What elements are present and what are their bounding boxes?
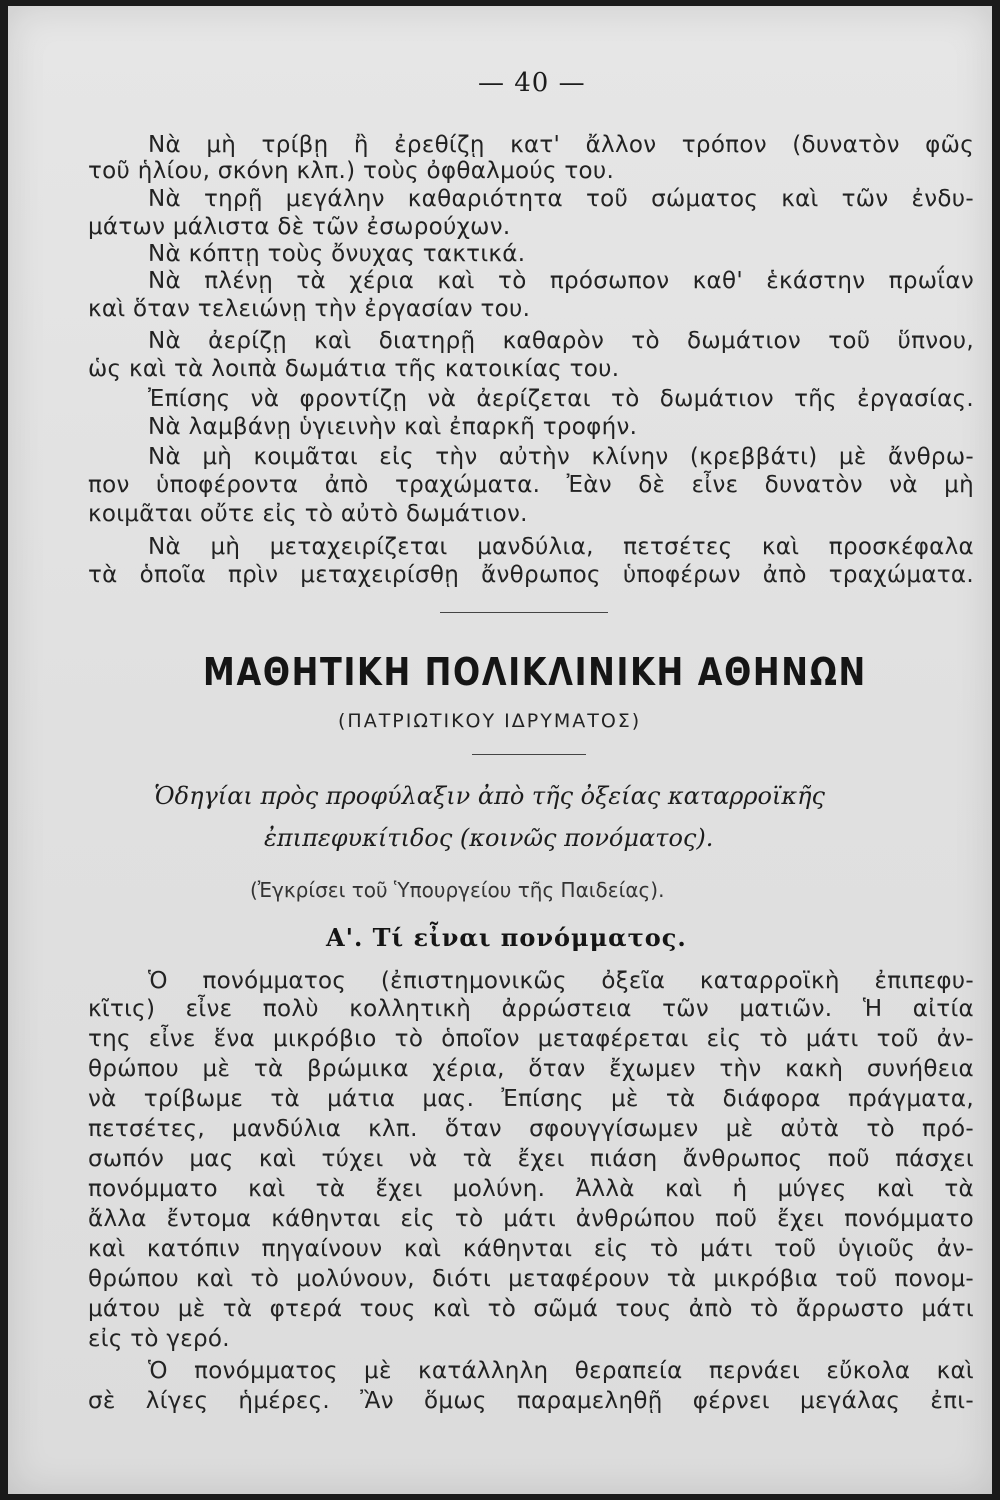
text-line: τὰ ὁποῖα πρὶν μεταχειρίσθῃ ἄνθρωπος ὑποφέρων ἀπὸ τραχώματα.: [88, 562, 974, 588]
text-line: ἄλλα ἔντομα κάθηνται εἰς τὸ μάτι ἀνθρώπου ποῦ ἔχει πονόμματο: [88, 1206, 974, 1232]
text-line: Νὰ μὴ μεταχειρίζεται μανδύλια, πετσέτες καὶ προσκέφαλα: [148, 534, 974, 560]
approval-note: (Ἐγκρίσει τοῦ Ὑπουργείου τῆς Παιδείας).: [250, 878, 665, 902]
text-line: Νὰ ἀερίζῃ καὶ διατηρῇ καθαρὸν τὸ δωμάτιον τοῦ ὕπνου,: [148, 328, 974, 354]
text-line: σὲ λίγες ἡμέρες. Ἂν ὅμως παραμεληθῇ φέρνει μεγάλας ἐπι-: [88, 1388, 974, 1414]
text-line: της εἶνε ἕνα μικρόβιο τὸ ὁποῖον μεταφέρεται εἰς τὸ μάτι τοῦ ἀν-: [88, 1026, 974, 1052]
text-line: εἰς τὸ γερό.: [88, 1326, 230, 1352]
text-line: μάτων μάλιστα δὲ τῶν ἐσωρούχων.: [88, 214, 511, 240]
clinic-subtitle: (ΠΑΤΡΙΩΤΙΚΟΥ ΙΔΡΥΜΑΤΟΣ): [338, 710, 642, 732]
text-line: κῖτις) εἶνε πολὺ κολλητικὴ ἀρρώστεια τῶν ματιῶν. Ἡ αἰτία: [88, 996, 974, 1022]
page-number: — 40 —: [478, 68, 586, 98]
clinic-title: ΜΑΘΗΤΙΚΗ ΠΟΛΙΚΛΙΝΙΚΗ ΑΘΗΝΩΝ: [203, 650, 867, 694]
document-page: [8, 6, 992, 1494]
text-line: καὶ ὅταν τελειώνῃ τὴν ἐργασίαν του.: [88, 296, 531, 322]
text-line: Νὰ μὴ τρίβῃ ἢ ἐρεθίζῃ κατ' ἄλλον τρόπον (δυνατὸν φῶς: [148, 132, 974, 158]
text-line: Νὰ πλένῃ τὰ χέρια καὶ τὸ πρόσωπον καθ' ἑκάστην πρωΐαν: [148, 268, 974, 294]
text-line: Ἐπίσης νὰ φροντίζῃ νὰ ἀερίζεται τὸ δωμάτιον τῆς ἐργασίας.: [148, 386, 974, 412]
section-divider: [440, 612, 608, 613]
text-line: Ὁ πονόμματος μὲ κατάλληλη θεραπεία περνάει εὔκολα καὶ: [148, 1358, 974, 1384]
text-line: νὰ τρίβωμε τὰ μάτια μας. Ἐπίσης μὲ τὰ διάφορα πράγματα,: [88, 1086, 974, 1112]
text-line: τοῦ ἡλίου, σκόνη κλπ.) τοὺς ὀφθαλμούς του.: [88, 158, 615, 184]
text-line: πον ὑποφέροντα ἀπὸ τραχώματα. Ἐὰν δὲ εἶνε δυνατὸν νὰ μὴ: [88, 472, 974, 498]
section-a-title: Α'. Τί εἶναι πονόμματος.: [326, 923, 687, 952]
text-line: θρώπου μὲ τὰ βρώμικα χέρια, ὅταν ἔχωμεν τὴν κακὴ συνήθεια: [88, 1056, 974, 1082]
text-line: Νὰ τηρῇ μεγάλην καθαριότητα τοῦ σώματος καὶ τῶν ἐνδυ-: [148, 186, 974, 212]
text-line: Ὁ πονόμματος (ἐπιστημονικῶς ὀξεῖα καταρροϊκὴ ἐπιπεφυ-: [148, 968, 974, 994]
text-line: πετσέτες, μανδύλια κλπ. ὅταν σφουγγίσωμεν μὲ αὐτὰ τὸ πρό-: [88, 1116, 974, 1142]
text-line: Νὰ μὴ κοιμᾶται εἰς τὴν αὐτὴν κλίνην (κρεββάτι) μὲ ἄνθρω-: [148, 444, 974, 470]
instructions-title-line-1: Ὁδηγίαι πρὸς προφύλαξιν ἀπὸ τῆς ὀξείας καταρροϊκῆς: [154, 782, 825, 810]
heading-divider: [472, 754, 586, 755]
instructions-title-line-2: ἐπιπεφυκίτιδος (κοινῶς πονόματος).: [264, 824, 714, 852]
text-line: καὶ κατόπιν πηγαίνουν καὶ κάθηνται εἰς τὸ μάτι τοῦ ὑγιοῦς ἀν-: [88, 1236, 974, 1262]
text-line: μάτου μὲ τὰ φτερά τους καὶ τὸ σῶμά τους ἀπὸ τὸ ἄρρωστο μάτι: [88, 1296, 974, 1322]
text-line: πονόμματο καὶ τὰ ἔχει μολύνη. Ἀλλὰ καὶ ἡ μύγες καὶ τὰ: [88, 1176, 974, 1202]
text-line: ὡς καὶ τὰ λοιπὰ δωμάτια τῆς κατοικίας του.: [88, 356, 620, 382]
text-line: Νὰ λαμβάνῃ ὑγιεινὴν καὶ ἐπαρκῆ τροφήν.: [148, 414, 638, 440]
text-line: κοιμᾶται οὔτε εἰς τὸ αὐτὸ δωμάτιον.: [88, 501, 528, 527]
text-line: θρώπου καὶ τὸ μολύνουν, διότι μεταφέρουν τὰ μικρόβια τοῦ πονομ-: [88, 1266, 974, 1292]
text-line: Νὰ κόπτῃ τοὺς ὄνυχας τακτικά.: [148, 241, 526, 267]
text-line: σωπόν μας καὶ τύχει νὰ τὰ ἔχει πιάση ἄνθρωπος ποῦ πάσχει: [88, 1146, 974, 1172]
